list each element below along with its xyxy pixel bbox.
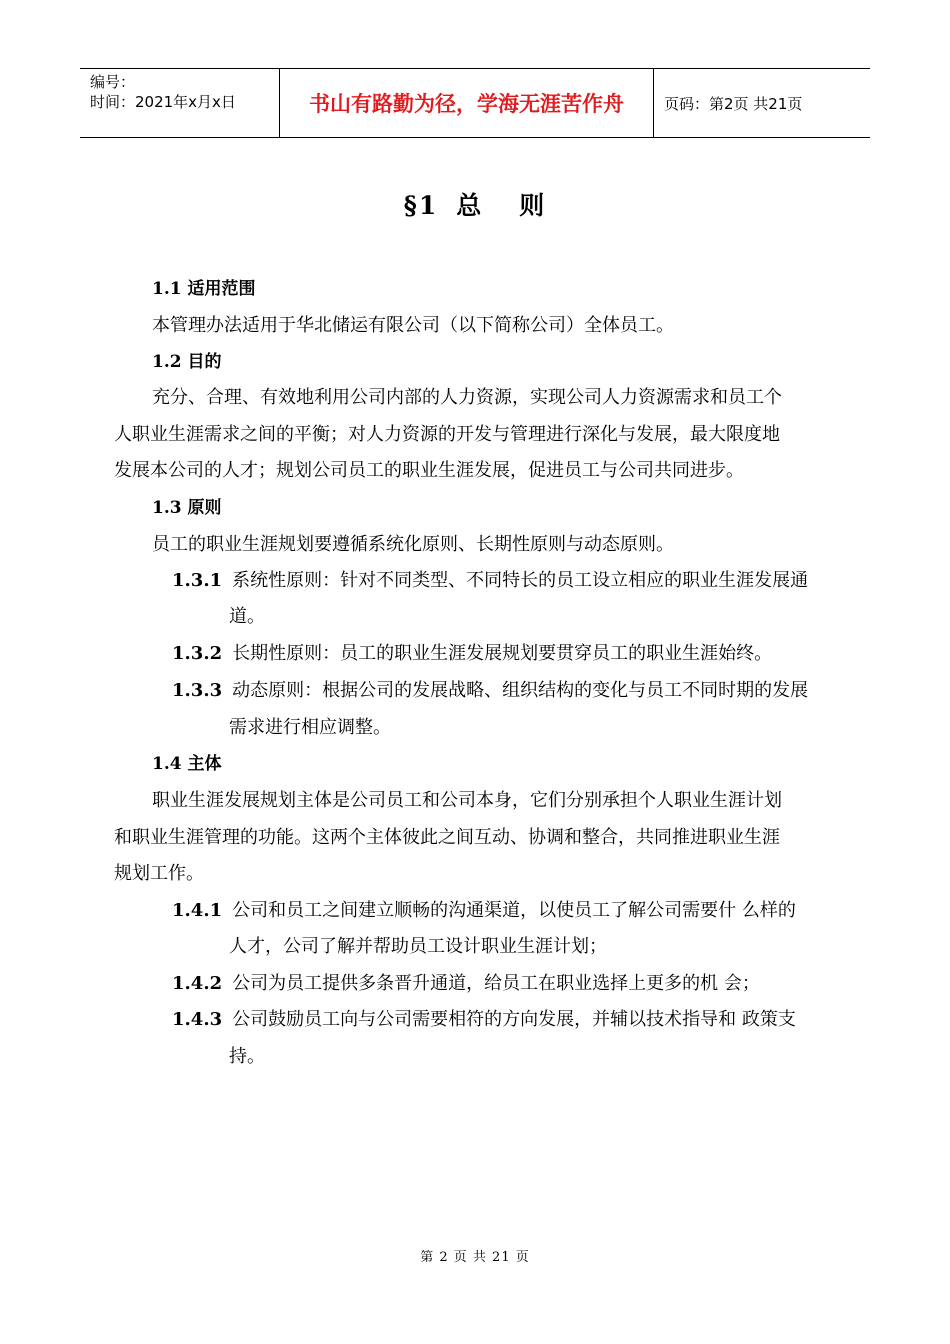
item-text: 公司鼓励员工向与公司需要相符的方向发展，并辅以技术指导和 政策支 (232, 1009, 796, 1030)
section-word-2: 则 (519, 191, 547, 220)
item-1-4-3 (172, 1005, 796, 1031)
item-number: 1.3.2 (172, 643, 223, 664)
item-number: 1.3.3 (172, 680, 223, 701)
header-motto: 书山有路勤为径，学海无涯苦作舟 (280, 69, 654, 137)
heading-1-1: 1.1 适用范围 (152, 279, 256, 299)
heading-1-2: 1.2 目的 (152, 352, 222, 372)
item-text: 长期性原则：员工的职业生涯发展规划要贯穿员工的职业生涯始终。 (232, 643, 773, 664)
section-number: §1 (403, 191, 439, 220)
paragraph-1-1: 本管理办法适用于华北储运有限公司（以下简称公司）全体员工。 (152, 315, 674, 336)
item-number: 1.3.1 (172, 570, 223, 591)
paragraph-1-4-line-3: 规划工作。 (114, 863, 204, 884)
paragraph-1-4-line-2: 和职业生涯管理的功能。这两个主体彼此之间互动、协调和整合，共同推进职业生涯 (114, 827, 780, 848)
item-number: 1.4.2 (172, 973, 223, 994)
section-title (0, 186, 950, 222)
item-1-3-2 (172, 639, 772, 665)
item-1-4-3-continuation: 持。 (229, 1046, 265, 1067)
item-text: 公司为员工提供多条晋升通道，给员工在职业选择上更多的机 会； (232, 973, 760, 994)
item-number: 1.4.3 (172, 1009, 223, 1030)
paragraph-1-2-line-2: 人职业生涯需求之间的平衡；对人力资源的开发与管理进行深化与发展，最大限度地 (114, 424, 780, 445)
number-label: 编号： (90, 73, 136, 91)
item-1-4-2 (172, 969, 760, 995)
paragraph-1-2-line-1: 充分、合理、有效地利用公司内部的人力资源，实现公司人力资源需求和员工个 (152, 387, 782, 408)
item-1-3-3-continuation: 需求进行相应调整。 (229, 717, 391, 738)
item-1-3-1-continuation: 道。 (229, 606, 265, 627)
section-word-1: 总 (456, 191, 484, 220)
time-label: 时间：2021年x月x日 (90, 93, 236, 111)
paragraph-1-4-line-1: 职业生涯发展规划主体是公司员工和公司本身，它们分别承担个人职业生涯计划 (152, 790, 782, 811)
item-1-4-1 (172, 896, 796, 922)
document-header (80, 68, 870, 138)
heading-1-3: 1.3 原则 (152, 498, 222, 518)
heading-1-4: 1.4 主体 (152, 754, 222, 774)
paragraph-1-2-line-3: 发展本公司的人才；规划公司员工的职业生涯发展，促进员工与公司共同进步。 (114, 460, 744, 481)
item-1-3-3 (172, 676, 808, 702)
item-1-3-1 (172, 566, 808, 592)
item-text: 动态原则：根据公司的发展战略、组织结构的变化与员工不同时期的发展 (232, 680, 809, 701)
page-footer: 第 2 页 共 21 页 (420, 1250, 530, 1265)
header-page-info: 页码：第2页 共21页 (664, 94, 803, 113)
header-meta-cell (80, 69, 280, 137)
item-text: 系统性原则：针对不同类型、不同特长的员工设立相应的职业生涯发展通 (232, 570, 809, 591)
paragraph-1-3: 员工的职业生涯规划要遵循系统化原则、长期性原则与动态原则。 (152, 534, 674, 555)
item-number: 1.4.1 (172, 900, 223, 921)
item-text: 公司和员工之间建立顺畅的沟通渠道，以使员工了解公司需要什 么样的 (232, 900, 796, 921)
item-1-4-1-continuation: 人才，公司了解并帮助员工设计职业生涯计划； (229, 936, 607, 957)
